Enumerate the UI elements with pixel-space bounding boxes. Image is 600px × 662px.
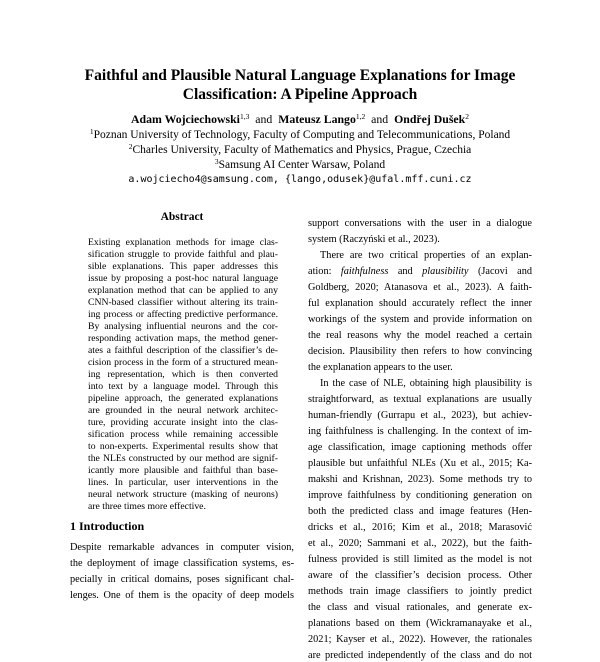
abstract-line: ing representation, which is then converted (88, 369, 278, 380)
right_column-line: the class and visual rationales, and generate ex- (308, 602, 532, 613)
author-1-name: Adam Wojciechowski (131, 112, 240, 126)
author-3-name: Ondřej Dušek (394, 112, 466, 126)
abstract-line: to non-experts. Experimental results show that (88, 441, 278, 452)
author-3-sup: 2 (465, 112, 469, 121)
author-emails: a.wojciecho4@samsung.com, {lango,odusek}@ufal.mff.cuni.cz (128, 174, 472, 185)
abstract-line: cision process in the form of a structured mean- (88, 357, 278, 368)
abstract-line: ture, providing accurate insight into the clas- (88, 417, 278, 428)
abstract-line: pipeline approach, the generated explanations (88, 393, 278, 404)
abstract-line: are grounded in the neural network architec- (88, 405, 278, 416)
right_column-line: human-friendly (Gurrapu et al., 2023), but achiev- (308, 410, 532, 421)
right_column-line: plausible but unfaithful NLEs (Xu et al., 2015; Ka- (308, 458, 532, 469)
right_column-line: aware of the classifier’s decision process. Other (308, 570, 532, 581)
author-1-sup: 1,3 (239, 112, 250, 121)
abstract-line: responding activation maps, the method gener- (88, 333, 278, 344)
right_column-line: workings of the system and provide information on (308, 314, 532, 325)
right_column-line: are predicted independently of the class and do not (308, 650, 532, 661)
right_column-line: improve faithfulness by conditioning generation on (308, 490, 532, 501)
title-line-2: Classification: A Pipeline Approach (182, 86, 418, 103)
title-line-1: Faithful and Plausible Natural Language Explanations for Image (84, 67, 516, 84)
abstract-line: sification process while remaining accessible (88, 429, 278, 440)
right_column-line: both the predicted class and image features (Hen- (308, 506, 532, 517)
abstract-line: the NLEs constructed by our method are signif- (88, 453, 278, 464)
right_column-line: 2021; Kayser et al., 2022). However, the rationales (308, 634, 532, 645)
affiliation-3 (40, 158, 560, 172)
affiliation-1 (40, 128, 560, 142)
right_column-line: makshi and Krishnan, 2023). Some methods try to (308, 474, 532, 485)
affiliation-2 (40, 143, 560, 157)
affiliation-1-text: Poznan University of Technology, Faculty of Computing and Telecommunications, Poland (93, 129, 511, 141)
author-and-2: and (371, 112, 389, 126)
right_column-line: ation: faithfulness and plausibility (Jacovi and (308, 266, 532, 277)
right_column-line: There are two critical properties of an explan- (320, 250, 532, 261)
abstract-line: By analysing influential neurons and the cor- (88, 321, 278, 332)
affiliation-1-sup: 1 (89, 127, 94, 136)
abstract-line: icantly more plausible and faithful than base- (88, 465, 278, 476)
abstract-line: are three times more effective. (88, 501, 206, 512)
right_column-line: the explanation appears to the user. (308, 362, 453, 373)
abstract-line: sible explanations. This paper addresses this (88, 261, 278, 272)
right_column-line: straightforward, as textual explanations are usually (308, 394, 532, 405)
abstract-line: lines. In particular, user interventions in the (88, 477, 278, 488)
author-and-1: and (255, 112, 273, 126)
affiliation-2-text: Charles University, Faculty of Mathematics and Physics, Prague, Czechia (132, 144, 472, 156)
section1-line: the deployment of image classification systems, es- (70, 558, 294, 569)
author-list (40, 112, 560, 127)
right_column-line: dricks et al., 2016; Kim et al., 2018; Marasović (308, 522, 532, 533)
abstract-line: sification struggle to provide faithful and plau- (88, 249, 278, 260)
affiliation-2-sup: 2 (128, 142, 133, 151)
right_column-line: methods train image classifiers to jointly predict (308, 586, 532, 597)
abstract-line: neural network structure (masking of neurons) (88, 489, 278, 500)
abstract-line: issue by proposing a post-hoc natural language (88, 273, 278, 284)
abstract-heading: Abstract (160, 211, 204, 223)
affiliation-3-sup: 3 (214, 157, 219, 166)
right_column-line: ing faithfulness is challenging. In the context of im- (308, 426, 532, 437)
right_column-line: et al., 2020; Sammani et al., 2022), but the faith- (308, 538, 532, 549)
abstract-line: Existing explanation methods for image clas- (88, 237, 278, 248)
section1-line: pecially in critical domains, poses significant chal- (70, 574, 294, 585)
right_column-line: decision. Plausibility then refers to how convincing (308, 346, 532, 357)
abstract-line: CNN-based classifier without altering its train- (88, 297, 278, 308)
section1-line: lenges. One of them is the opacity of deep models (70, 590, 294, 601)
abstract-line: into text by a language model. Through this (88, 381, 278, 392)
author-2-name: Mateusz Lango (278, 112, 356, 126)
right_column-line: ful explanation should accurately reflect the inner (308, 298, 532, 309)
right_column-line: fulness provided is still limited as the model is not (308, 554, 532, 565)
abstract-line: explanation method that can be applied to any (88, 285, 278, 296)
right_column-line: age classification, image captioning methods offer (308, 442, 532, 453)
right_column-line: the real reasons why the model reached a certain (308, 330, 532, 341)
paper-title (60, 66, 540, 104)
affiliation-3-text: Samsung AI Center Warsaw, Poland (218, 159, 386, 171)
right_column-line: Goldberg, 2020; Atanasova et al., 2023). A faith- (308, 282, 532, 293)
section-heading-introduction: 1 Introduction (70, 519, 145, 533)
right_column-line: system (Raczyński et al., 2023). (308, 234, 440, 245)
right_column-line: support conversations with the user in a dialogue (308, 218, 532, 229)
right_column-line: In the case of NLE, obtaining high plausibility is (320, 378, 532, 389)
section1-line: Despite remarkable advances in computer vision, (70, 542, 294, 553)
author-2-sup: 1,2 (355, 112, 366, 121)
abstract-line: ing process or affecting predictive performance. (88, 309, 278, 320)
abstract-line: ates a faithful description of the classifier’s de- (88, 345, 278, 356)
right_column-line: planations based on them (Wickramanayake et al., (308, 618, 532, 629)
